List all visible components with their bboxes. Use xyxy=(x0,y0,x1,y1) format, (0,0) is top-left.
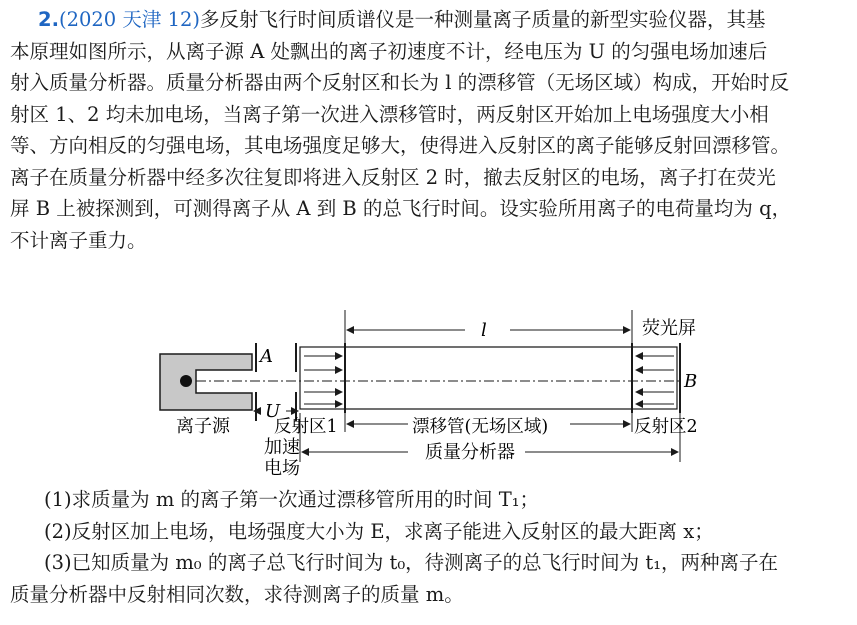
question-3-continued: 质量分析器中反射相同次数，求待测离子的质量 m。 xyxy=(10,582,464,606)
question-1: (1)求质量为 m 的离子第一次通过漂移管所用的时间 T₁； xyxy=(44,488,540,511)
statement-line-5: 等、方向相反的匀强电场，其电场强度足够大，使得进入反射区的离子能够反射回漂移管。 xyxy=(10,134,791,157)
question-2: (2)反射区加上电场，电场强度大小为 E，求离子能进入反射区的最大距离 x； xyxy=(44,519,714,543)
statement-line-8: 不计离子重力。 xyxy=(10,228,147,252)
statement-line-7: 屏 B 上被探测到，可测得离子从 A 到 B 的总飞行时间。设实验所用离子的电荷量均为 q， xyxy=(10,197,792,220)
label-l: l xyxy=(481,320,487,341)
problem-source: (2020 天津 12) xyxy=(58,8,201,31)
ion-source-block xyxy=(160,354,252,410)
label-reflect-zone-2: 反射区2 xyxy=(634,417,698,437)
label-accel-field-1: 加速 xyxy=(264,437,300,458)
reflect-zone-2-box xyxy=(632,343,677,413)
label-accel-field-2: 电场 xyxy=(264,458,300,479)
label-drift-tube: 漂移管(无场区域) xyxy=(412,417,549,437)
question-3: (3)已知质量为 m₀ 的离子总飞行时间为 t₀，待测离子的总飞行时间为 t₁，两种离子在 xyxy=(44,551,779,574)
label-ion-source: 离子源 xyxy=(176,416,230,437)
statement-line-2: 本原理如图所示，从离子源 A 处飘出的离子初速度不计，经电压为 U 的匀强电场加速后 xyxy=(10,39,768,63)
reflect-zone-1-box xyxy=(300,343,345,413)
label-mass-analyzer: 质量分析器 xyxy=(425,442,515,463)
drift-tube xyxy=(345,347,632,409)
label-A: A xyxy=(260,346,273,367)
label-reflect-zone-1: 反射区1 xyxy=(274,417,338,437)
questions xyxy=(10,484,850,610)
label-screen: 荧光屏 xyxy=(642,318,696,339)
statement-line-4: 射区 1、2 均未加电场，当离子第一次进入漂移管时，两反射区开始加上电场强度大小相 xyxy=(10,102,769,126)
statement-line-3: 射入质量分析器。质量分析器由两个反射区和长为 l 的漂移管（无场区域）构成，开始时反 xyxy=(10,71,790,94)
label-U: U xyxy=(265,401,281,422)
statement-line-6: 离子在质量分析器中经多次往复即将进入反射区 2 时，撤去反射区的电场，离子打在荧光 xyxy=(10,165,776,189)
problem-number: 2. xyxy=(38,8,59,31)
label-B: B xyxy=(684,371,698,392)
length-l-dimension xyxy=(345,310,632,343)
statement-text: 多反射飞行时间质谱仪是一种测量离子质量的新型实验仪器，其基 xyxy=(200,8,766,31)
